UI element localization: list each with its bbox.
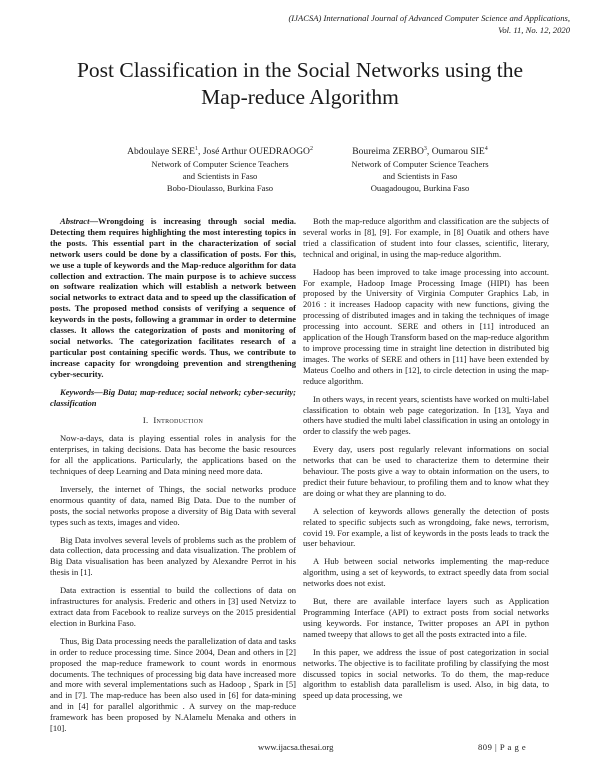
- author-names-2: Boureima ZERBO$^3$, Oumarou SIE$^4$: [352, 146, 488, 158]
- paragraph: In others ways, in recent years, scientists have worked on multi-label classification to obtain web page categorization. In [13], Yaya and others have studied the multi label classification in using an ontology in order to classify the web pages.: [303, 393, 549, 437]
- left-column: [50, 216, 296, 741]
- paragraph: In this paper, we address the issue of post categorization in social networks. The objective is to facilitate profiling by classifying the most discussed topics in social networks. To do them, the map-reduce algorithm to establish data parallelism is used. Also, in big data, to speed up data processing, we: [303, 646, 549, 701]
- footer-url[interactable]: www.ijacsa.thesai.org: [258, 742, 334, 752]
- page-number: 809 | P a g e: [478, 742, 527, 752]
- paragraph: Every day, users post regularly relevant informations on social networks that can be used to characterize them to determine their behaviour. The posts give a way to obtain information on the users, to predict their future behaviour, to profiling them and to know what they are doing or what they are planning to do.: [303, 444, 549, 498]
- journal-volume: Vol. 11, No. 12, 2020: [498, 25, 570, 35]
- abstract: Abstract—Wrongdoing is increasing through social media. Detecting them requires highlighting the most interesting topics in the posts. This essential part in the characterization of social network users could be done by a classification of posts. For this, we use a tuple of keywords and the Map-reduce algorithm for data collection and extraction. The main purpose is to achieve success on software realization which will establish a network between social networks to extract data and to speed up the classification of posts. The proposed method consists of verifying a sequence of keywords in the posts, following a grammar in order to determine classes. It allows the categorization of posts and monitoring of social networks. The categorization facilitates research of a particular post containing specific words. Thus, we contribute to increase capacity for wrongdoing prevention and strengthening cyber-security.: [50, 216, 296, 379]
- author-affiliation-1: Network of Computer Science Teachers: [151, 159, 289, 170]
- paragraph: A Hub between social networks implementing the map-reduce algorithm, using a set of keywords, to extract speedly data from social networks does not exist.: [303, 556, 549, 589]
- paragraph: Both the map-reduce algorithm and classification are the subjects of several works in [8], [9]. For example, in [8] Ouatik and others have tried a classification of student into four classes, scientific, literary, technical and original, in using the map-reduce algorithm.: [303, 216, 549, 259]
- keywords: Keywords—Big Data; map-reduce; social network; cyber-security; classification: [50, 386, 296, 408]
- author-location-2: Ouagadougou, Burkina Faso: [370, 183, 470, 194]
- author-location-1: Bobo-Dioulasso, Burkina Faso: [166, 183, 274, 194]
- journal-header: [270, 12, 570, 36]
- paragraph: Now-a-days, data is playing essential roles in analysis for the enterprises, in taking decisions. Data has become the basic resources for all the applications. Particularly, the applications based on the techniques of deep Learning and Data mining need more data.: [50, 433, 296, 477]
- paragraph: Data extraction is essential to build the collections of data on infrastructures for analysis. Frederic and others in [3] used Netvizz to extract data from Facebook to realize surveys on the 2015 presidential election in Burkina Faso.: [50, 585, 296, 628]
- section-heading-introduction: I. Introduction: [142, 415, 204, 426]
- right-column: [303, 216, 549, 708]
- author-block-1: [100, 143, 340, 194]
- author-affiliation-2b: and Scientists in Faso: [382, 171, 458, 182]
- author-affiliation-1b: and Scientists in Faso: [182, 171, 258, 182]
- paper-title-line-2: Map-reduce Algorithm: [201, 85, 399, 109]
- author-affiliation-2: Network of Computer Science Teachers: [351, 159, 489, 170]
- paragraph: But, there are available interface layers such as Application Programming Interface (API) to extract posts from social networks using keywords. For instance, Twitter proposes an API in python named tweepy that allows to get all the posts extracted into a file.: [303, 596, 549, 639]
- paragraph: A selection of keywords allows generally the detection of posts related to specific subjects such as wrongdoing, fake news, terrorism, covid 19. For example, a list of keywords in the posts leads to track the user behaviour.: [303, 505, 549, 549]
- paragraph: Hadoop has been improved to take image processing into account. For example, Hadoop Image Processing Image (HIPI) has been proposed by the University of Virginia Computer Graphics Lab, in 2016 : it increases Hadoop capacity with new functions, giving the processing of distributed images and in taking the techniques of image processing into account. SERE and others in [11] introduced an application of the Hough Transform based on the map-reduce algorithm to improve processing time in straight line detection in distributed big images. The works of SERE and others in [11] have been extended by Mateus Coelho and others in [12], to circle detection in using the map-reduce algorithm.: [303, 266, 549, 386]
- paper-title-line-1: Post Classification in the Social Networks using the: [76, 58, 524, 82]
- journal-name: (IJACSA) International Journal of Advanced Computer Science and Applications,: [288, 13, 570, 23]
- paragraph: Thus, Big Data processing needs the parallelization of data and tasks in order to reduce processing time. Since 2004, Dean and others in [2] proposed the map-reduce framework to count words in enormous documents. The techniques of processing big data have increased more and more with several implementations such as Hadoop , Spark in [5] and in [7]. The map-reduce has been also used in [6] for data-mining and in [4] for parallel algorithmic . A survey on the map-reduce framework has been proposed by N.Alamelu Menaka and others in [10].: [50, 635, 296, 734]
- paper-title: [40, 57, 560, 111]
- author-block-2: [320, 143, 520, 194]
- paragraph: Big Data involves several levels of problems such as the problem of data collection, data processing and data visualization. The problem of Big Data visualisation has been analyzed by Alexandre Perrot in his thesis in [1].: [50, 534, 296, 578]
- author-names-1: Abdoulaye SERE$^1$, José Arthur OUEDRAOGO$^2$: [127, 146, 313, 158]
- paragraph: Inversely, the internet of Things, the social networks produce enormous quantity of data, named Big Data. Due to the number of posts, the social networks propose a diversity of Big Data with several types such as texts, images and video.: [50, 483, 296, 527]
